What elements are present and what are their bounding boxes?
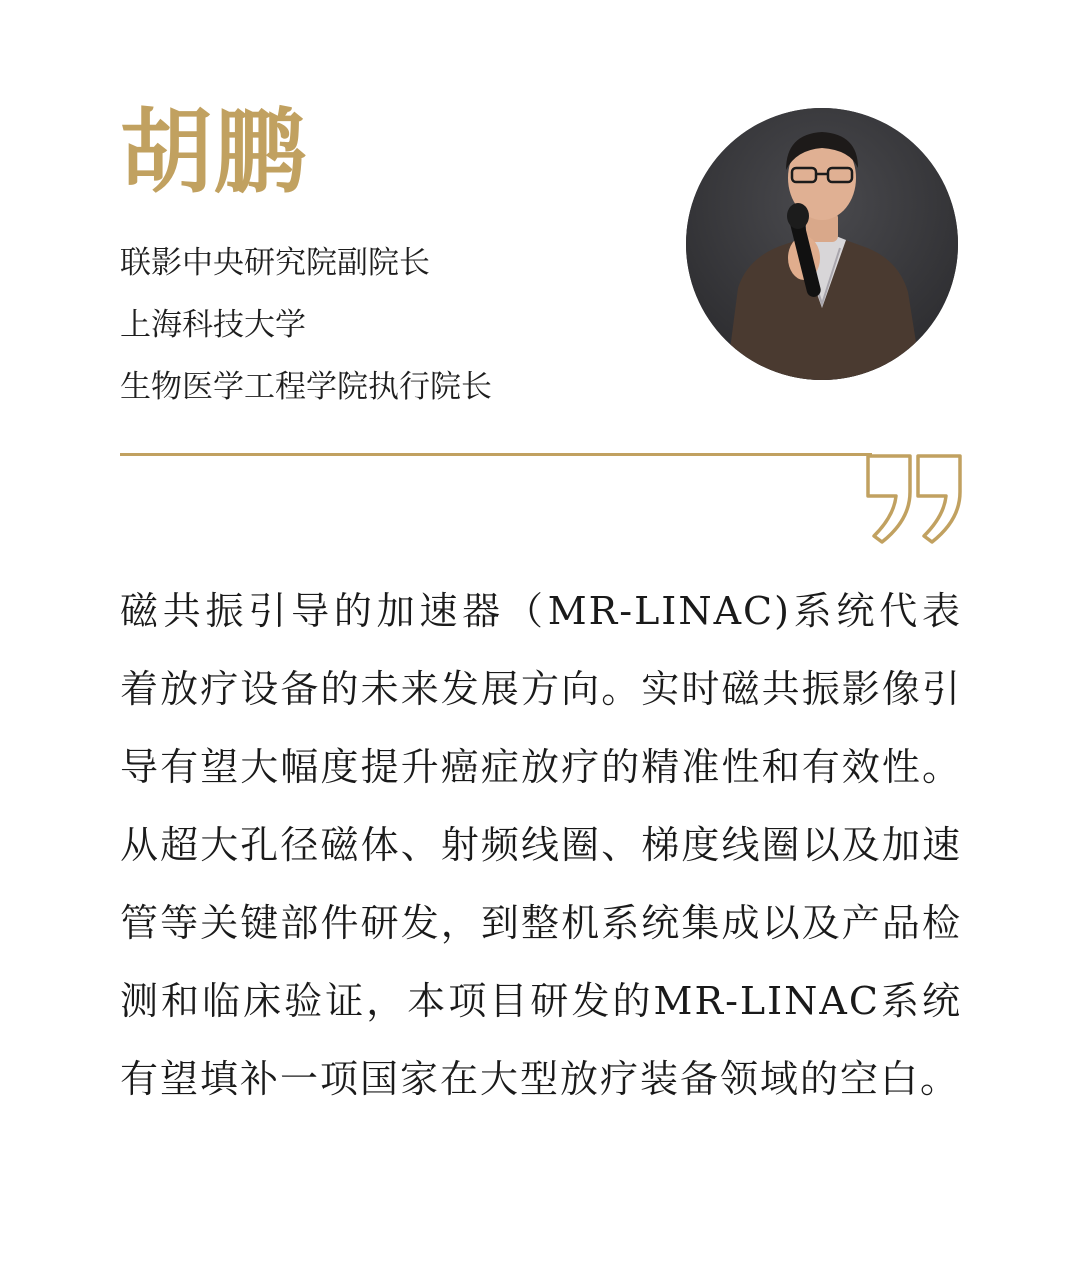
closing-quote-icon (864, 452, 964, 548)
speaker-titles (120, 232, 492, 418)
speaker-name: 胡鹏 (120, 98, 309, 206)
quote-body: 磁共振引导的加速器（MR-LINAC)系统代表着放疗设备的未来发展方向。实时磁共振影像引导有望大幅度提升癌症放疗的精准性和有效性。从超大孔径磁体、射频线圈、梯度线圈以及加速管等关键部件研发，到整机系统集成以及产品检测和临床验证，本项目研发的MR-LINAC系统有望填补一项国家在大型放疗装备领域的空白。 (120, 589, 962, 1101)
speaker-portrait (686, 108, 958, 380)
speaker-title-line: 联影中央研究院副院长 (120, 245, 430, 281)
portrait-illustration (686, 108, 958, 380)
speaker-title-line: 生物医学工程学院执行院长 (120, 369, 492, 405)
speaker-title-line: 上海科技大学 (120, 307, 306, 343)
divider-line (120, 453, 872, 456)
